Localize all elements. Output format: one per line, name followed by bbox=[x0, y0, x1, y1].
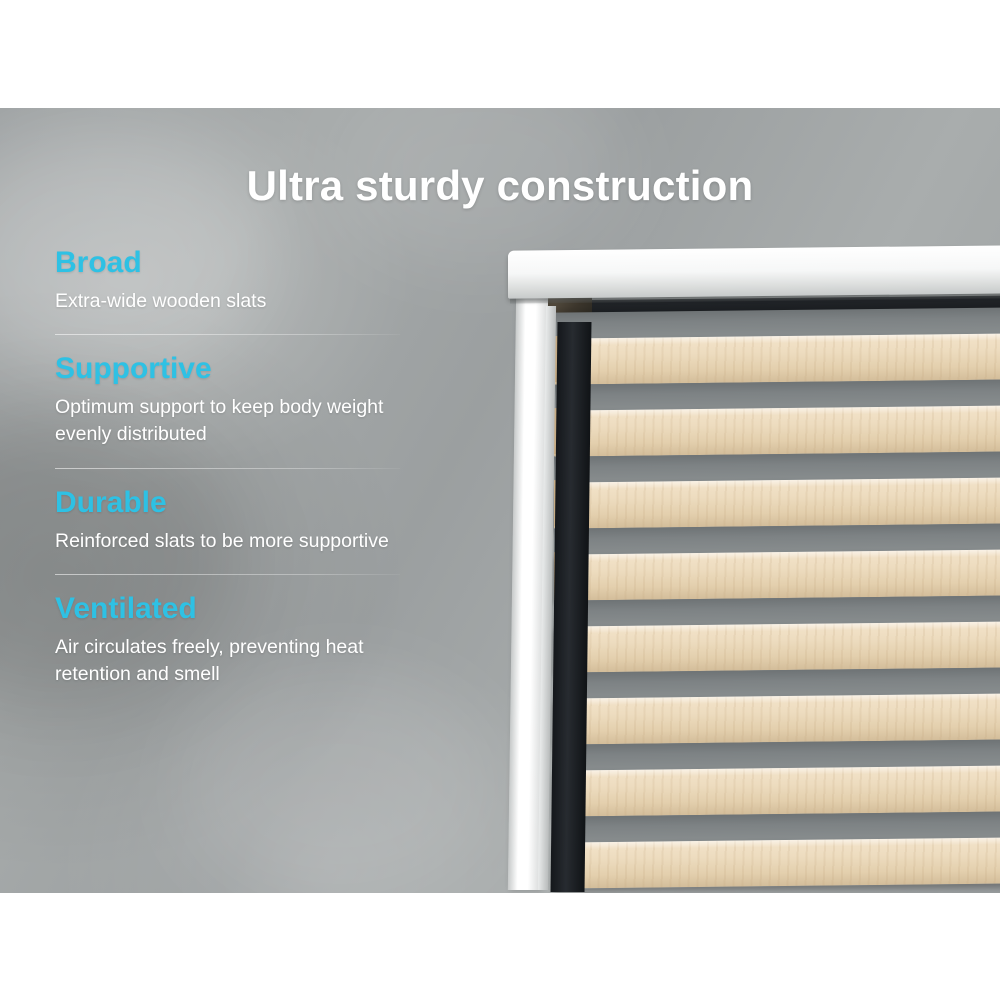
feature-divider bbox=[55, 574, 400, 575]
feature-title: Supportive bbox=[55, 352, 212, 386]
feature-title: Ventilated bbox=[55, 592, 197, 626]
wooden-slats bbox=[554, 310, 1000, 893]
feature-description: Air circulates freely, preventing heat retention and smell bbox=[55, 635, 364, 686]
feature-item-broad bbox=[55, 246, 400, 315]
support-strap bbox=[551, 322, 592, 892]
feature-description: Optimum support to keep body weight evenly distributed bbox=[55, 395, 384, 446]
slat bbox=[554, 693, 1000, 744]
product-image bbox=[498, 248, 1000, 893]
feature-list bbox=[55, 246, 400, 689]
slat bbox=[554, 549, 1000, 600]
feature-description: Reinforced slats to be more supportive bbox=[55, 529, 389, 552]
slat bbox=[554, 405, 1000, 456]
feature-description: Extra-wide wooden slats bbox=[55, 289, 267, 312]
shading-blob-2 bbox=[180, 668, 500, 893]
feature-item-ventilated bbox=[55, 592, 400, 689]
feature-item-supportive bbox=[55, 352, 400, 449]
feature-divider bbox=[55, 468, 400, 469]
slat bbox=[554, 477, 1000, 528]
frame-top-rail bbox=[508, 245, 1000, 298]
slat bbox=[554, 333, 1000, 384]
slat bbox=[554, 765, 1000, 816]
feature-title: Durable bbox=[55, 486, 167, 520]
feature-divider bbox=[55, 334, 400, 335]
page-title: Ultra sturdy construction bbox=[246, 162, 754, 209]
banner-background bbox=[0, 108, 1000, 893]
feature-item-durable bbox=[55, 486, 400, 555]
feature-title: Broad bbox=[55, 246, 142, 279]
slat bbox=[554, 621, 1000, 672]
slat bbox=[554, 837, 1000, 888]
